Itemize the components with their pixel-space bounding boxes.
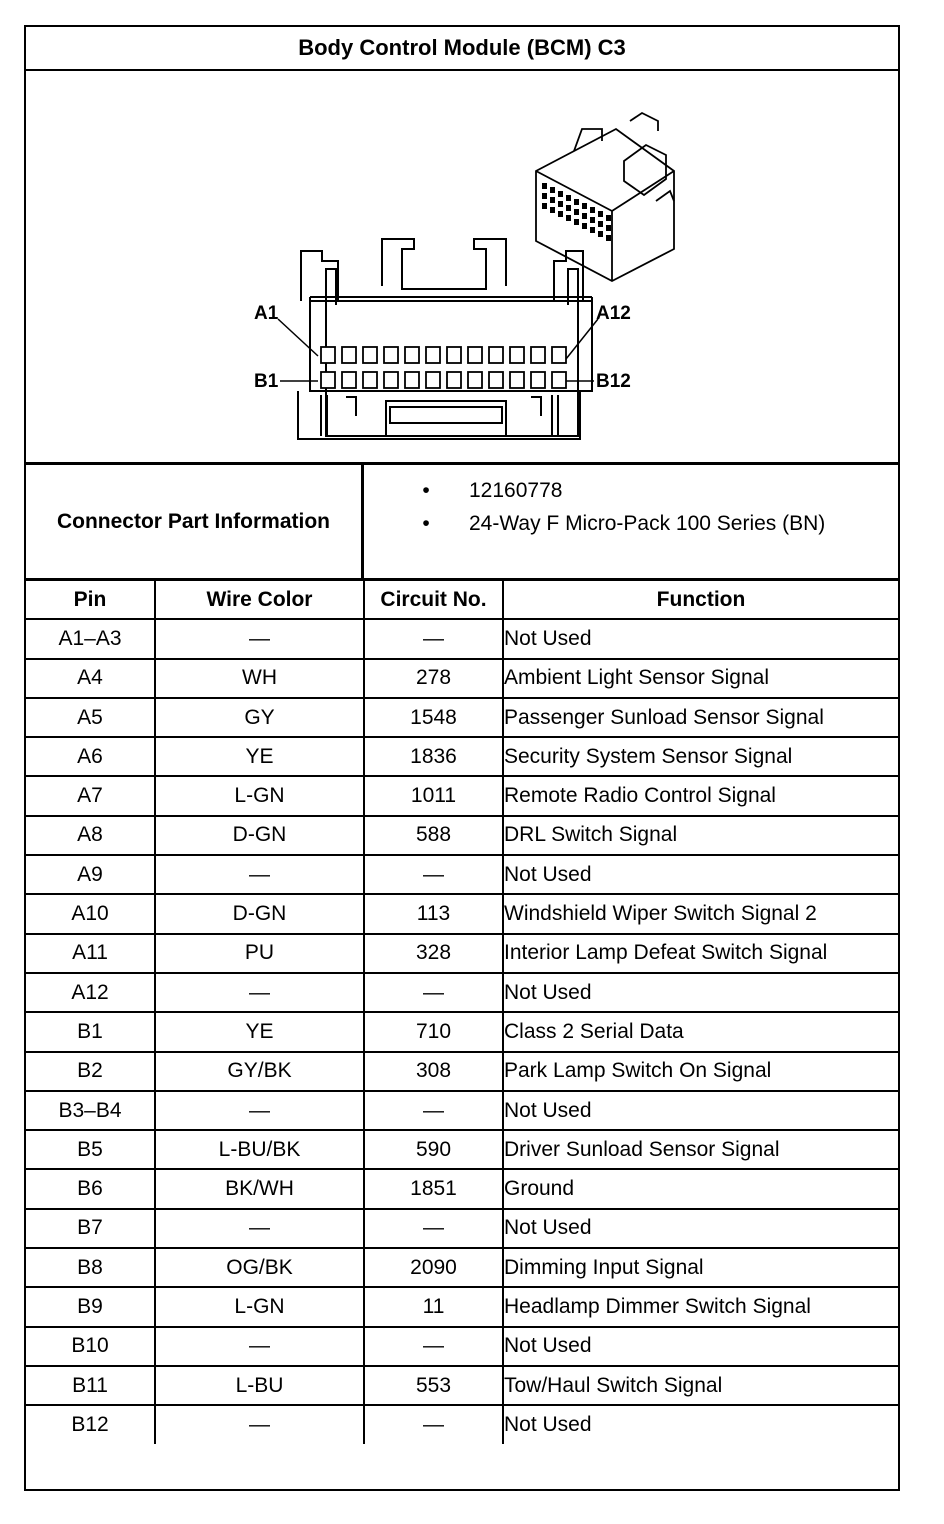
pin-cavity bbox=[468, 372, 482, 388]
function-cell: Not Used bbox=[503, 1405, 898, 1443]
pin-cell: A1–A3 bbox=[26, 619, 155, 658]
iso-pin bbox=[582, 223, 587, 229]
pin-cell: A8 bbox=[26, 816, 155, 855]
wire-color-cell: D-GN bbox=[155, 816, 364, 855]
pinout-table bbox=[26, 581, 898, 1444]
wire-color-cell: BK/WH bbox=[155, 1169, 364, 1208]
pin-cell: B11 bbox=[26, 1366, 155, 1405]
wire-color-cell: — bbox=[155, 1091, 364, 1130]
circuit-no-cell: 2090 bbox=[364, 1248, 503, 1287]
pin-cavity bbox=[552, 347, 566, 363]
circuit-no-cell: 328 bbox=[364, 934, 503, 973]
table-row bbox=[26, 1012, 898, 1051]
circuit-no-cell: 278 bbox=[364, 659, 503, 698]
table-row bbox=[26, 698, 898, 737]
connector-face-outline bbox=[298, 239, 592, 439]
function-cell: DRL Switch Signal bbox=[503, 816, 898, 855]
pin-cell: B3–B4 bbox=[26, 1091, 155, 1130]
circuit-no-cell: — bbox=[364, 855, 503, 894]
wire-color-cell: — bbox=[155, 1209, 364, 1248]
pin-cell: B9 bbox=[26, 1287, 155, 1326]
pinout-rows bbox=[26, 619, 898, 1443]
connector-sheet bbox=[24, 25, 900, 1491]
connector-info-text: 24-Way F Micro-Pack 100 Series (BN) bbox=[469, 512, 826, 535]
bullet-icon: • bbox=[422, 479, 430, 502]
table-row bbox=[26, 1287, 898, 1326]
connector-info-text: 12160778 bbox=[469, 479, 563, 502]
iso-pin bbox=[582, 203, 587, 209]
pin-cavity bbox=[384, 372, 398, 388]
wire-color-cell: YE bbox=[155, 1012, 364, 1051]
wire-color-cell: D-GN bbox=[155, 894, 364, 933]
function-cell: Not Used bbox=[503, 973, 898, 1012]
pin-cell: A10 bbox=[26, 894, 155, 933]
iso-pin bbox=[590, 227, 595, 233]
wire-color-cell: GY/BK bbox=[155, 1052, 364, 1091]
table-row bbox=[26, 619, 898, 658]
iso-pin bbox=[590, 217, 595, 223]
connector-part-information bbox=[26, 465, 898, 581]
table-row bbox=[26, 776, 898, 815]
table-row bbox=[26, 934, 898, 973]
function-cell: Dimming Input Signal bbox=[503, 1248, 898, 1287]
iso-pin bbox=[558, 191, 563, 197]
table-row bbox=[26, 659, 898, 698]
connector-info-label: Connector Part Information bbox=[26, 465, 364, 578]
label-a12: A12 bbox=[596, 303, 631, 324]
pin-cavity bbox=[531, 372, 545, 388]
wire-color-cell: OG/BK bbox=[155, 1248, 364, 1287]
pin-cell: A4 bbox=[26, 659, 155, 698]
header-pin: Pin bbox=[26, 581, 155, 619]
pin-cavity bbox=[363, 347, 377, 363]
page-title: Body Control Module (BCM) C3 bbox=[26, 27, 898, 71]
pin-cavity bbox=[510, 347, 524, 363]
iso-pin bbox=[574, 209, 579, 215]
connector-face-drawing bbox=[26, 71, 898, 465]
pin-cavity bbox=[342, 372, 356, 388]
circuit-no-cell: — bbox=[364, 973, 503, 1012]
pin-cavity bbox=[447, 347, 461, 363]
circuit-no-cell: 308 bbox=[364, 1052, 503, 1091]
iso-pin bbox=[542, 193, 547, 199]
function-cell: Headlamp Dimmer Switch Signal bbox=[503, 1287, 898, 1326]
function-cell: Not Used bbox=[503, 855, 898, 894]
iso-pin bbox=[606, 235, 611, 241]
function-cell: Passenger Sunload Sensor Signal bbox=[503, 698, 898, 737]
pin-cavity bbox=[342, 347, 356, 363]
iso-pin bbox=[590, 207, 595, 213]
iso-pin bbox=[598, 231, 603, 237]
function-cell: Park Lamp Switch On Signal bbox=[503, 1052, 898, 1091]
label-a1: A1 bbox=[254, 303, 279, 324]
wire-color-cell: — bbox=[155, 855, 364, 894]
pin-cavity bbox=[489, 372, 503, 388]
header-function: Function bbox=[503, 581, 898, 619]
wire-color-cell: L-GN bbox=[155, 1287, 364, 1326]
label-b12: B12 bbox=[596, 371, 631, 392]
function-cell: Tow/Haul Switch Signal bbox=[503, 1366, 898, 1405]
function-cell: Not Used bbox=[503, 1209, 898, 1248]
pin-cell: A12 bbox=[26, 973, 155, 1012]
pin-cavity bbox=[405, 347, 419, 363]
iso-pin bbox=[566, 215, 571, 221]
table-row bbox=[26, 1366, 898, 1405]
table-row bbox=[26, 816, 898, 855]
iso-pin bbox=[606, 215, 611, 221]
table-row bbox=[26, 894, 898, 933]
iso-pin bbox=[566, 205, 571, 211]
label-b1: B1 bbox=[254, 371, 279, 392]
circuit-no-cell: — bbox=[364, 1327, 503, 1366]
iso-pin bbox=[558, 211, 563, 217]
header-circuit-no: Circuit No. bbox=[364, 581, 503, 619]
circuit-no-cell: 1851 bbox=[364, 1169, 503, 1208]
pin-cell: B6 bbox=[26, 1169, 155, 1208]
pin-cavities bbox=[321, 347, 566, 388]
function-cell: Not Used bbox=[503, 619, 898, 658]
pin-cavity bbox=[405, 372, 419, 388]
table-row bbox=[26, 855, 898, 894]
function-cell: Not Used bbox=[503, 1091, 898, 1130]
iso-pin bbox=[550, 187, 555, 193]
pin-cavity bbox=[363, 372, 377, 388]
pin-cell: A7 bbox=[26, 776, 155, 815]
pin-cavity bbox=[510, 372, 524, 388]
wire-color-cell: GY bbox=[155, 698, 364, 737]
table-row bbox=[26, 1209, 898, 1248]
pin-cell: A11 bbox=[26, 934, 155, 973]
wire-color-cell: — bbox=[155, 973, 364, 1012]
pin-cavity bbox=[321, 372, 335, 388]
pin-cavity bbox=[468, 347, 482, 363]
iso-pin bbox=[550, 197, 555, 203]
pin-cavity bbox=[552, 372, 566, 388]
table-row bbox=[26, 1169, 898, 1208]
iso-pin bbox=[550, 207, 555, 213]
iso-pin bbox=[606, 225, 611, 231]
iso-pin bbox=[542, 183, 547, 189]
wire-color-cell: — bbox=[155, 619, 364, 658]
iso-pin bbox=[598, 221, 603, 227]
wire-color-cell: WH bbox=[155, 659, 364, 698]
wire-color-cell: L-BU bbox=[155, 1366, 364, 1405]
iso-pin bbox=[598, 211, 603, 217]
pin-cavity bbox=[531, 347, 545, 363]
function-cell: Windshield Wiper Switch Signal 2 bbox=[503, 894, 898, 933]
circuit-no-cell: 710 bbox=[364, 1012, 503, 1051]
connector-diagram bbox=[26, 71, 898, 465]
function-cell: Driver Sunload Sensor Signal bbox=[503, 1130, 898, 1169]
pin-cell: A9 bbox=[26, 855, 155, 894]
function-cell: Ground bbox=[503, 1169, 898, 1208]
pin-cell: B8 bbox=[26, 1248, 155, 1287]
iso-pin bbox=[558, 201, 563, 207]
bullet-icon: • bbox=[422, 512, 430, 535]
pin-cell: B10 bbox=[26, 1327, 155, 1366]
table-row bbox=[26, 1327, 898, 1366]
wire-color-cell: PU bbox=[155, 934, 364, 973]
iso-pin bbox=[566, 195, 571, 201]
circuit-no-cell: 590 bbox=[364, 1130, 503, 1169]
function-cell: Interior Lamp Defeat Switch Signal bbox=[503, 934, 898, 973]
iso-pin bbox=[574, 219, 579, 225]
function-cell: Remote Radio Control Signal bbox=[503, 776, 898, 815]
wire-color-cell: — bbox=[155, 1405, 364, 1443]
pin-cavity bbox=[321, 347, 335, 363]
pin-cell: B2 bbox=[26, 1052, 155, 1091]
pin-cell: B1 bbox=[26, 1012, 155, 1051]
iso-pin bbox=[542, 203, 547, 209]
wire-color-cell: L-BU/BK bbox=[155, 1130, 364, 1169]
pin-cavity bbox=[426, 347, 440, 363]
circuit-no-cell: — bbox=[364, 1405, 503, 1443]
table-row bbox=[26, 1130, 898, 1169]
wire-color-cell: L-GN bbox=[155, 776, 364, 815]
table-row bbox=[26, 1405, 898, 1443]
circuit-no-cell: 588 bbox=[364, 816, 503, 855]
circuit-no-cell: 1836 bbox=[364, 737, 503, 776]
circuit-no-cell: 113 bbox=[364, 894, 503, 933]
circuit-no-cell: 1011 bbox=[364, 776, 503, 815]
circuit-no-cell: — bbox=[364, 1091, 503, 1130]
function-cell: Not Used bbox=[503, 1327, 898, 1366]
circuit-no-cell: 1548 bbox=[364, 698, 503, 737]
pin-cell: A6 bbox=[26, 737, 155, 776]
table-row bbox=[26, 737, 898, 776]
pin-cavity bbox=[426, 372, 440, 388]
table-header-row bbox=[26, 581, 898, 619]
wire-color-cell: — bbox=[155, 1327, 364, 1366]
table-row bbox=[26, 1091, 898, 1130]
pin-cavity bbox=[384, 347, 398, 363]
pin-cell: B5 bbox=[26, 1130, 155, 1169]
table-row bbox=[26, 1248, 898, 1287]
circuit-no-cell: — bbox=[364, 1209, 503, 1248]
wire-color-cell: YE bbox=[155, 737, 364, 776]
pin-cavity bbox=[489, 347, 503, 363]
function-cell: Security System Sensor Signal bbox=[503, 737, 898, 776]
connector-isometric-view bbox=[536, 113, 674, 281]
pin-cell: B7 bbox=[26, 1209, 155, 1248]
iso-pin bbox=[582, 213, 587, 219]
pin-cell: A5 bbox=[26, 698, 155, 737]
table-row bbox=[26, 973, 898, 1012]
pin-cell: B12 bbox=[26, 1405, 155, 1443]
function-cell: Class 2 Serial Data bbox=[503, 1012, 898, 1051]
table-row bbox=[26, 1052, 898, 1091]
connector-info-list bbox=[364, 465, 898, 578]
circuit-no-cell: 553 bbox=[364, 1366, 503, 1405]
circuit-no-cell: — bbox=[364, 619, 503, 658]
pin-cavity bbox=[447, 372, 461, 388]
circuit-no-cell: 11 bbox=[364, 1287, 503, 1326]
iso-pin bbox=[574, 199, 579, 205]
function-cell: Ambient Light Sensor Signal bbox=[503, 659, 898, 698]
header-wire-color: Wire Color bbox=[155, 581, 364, 619]
